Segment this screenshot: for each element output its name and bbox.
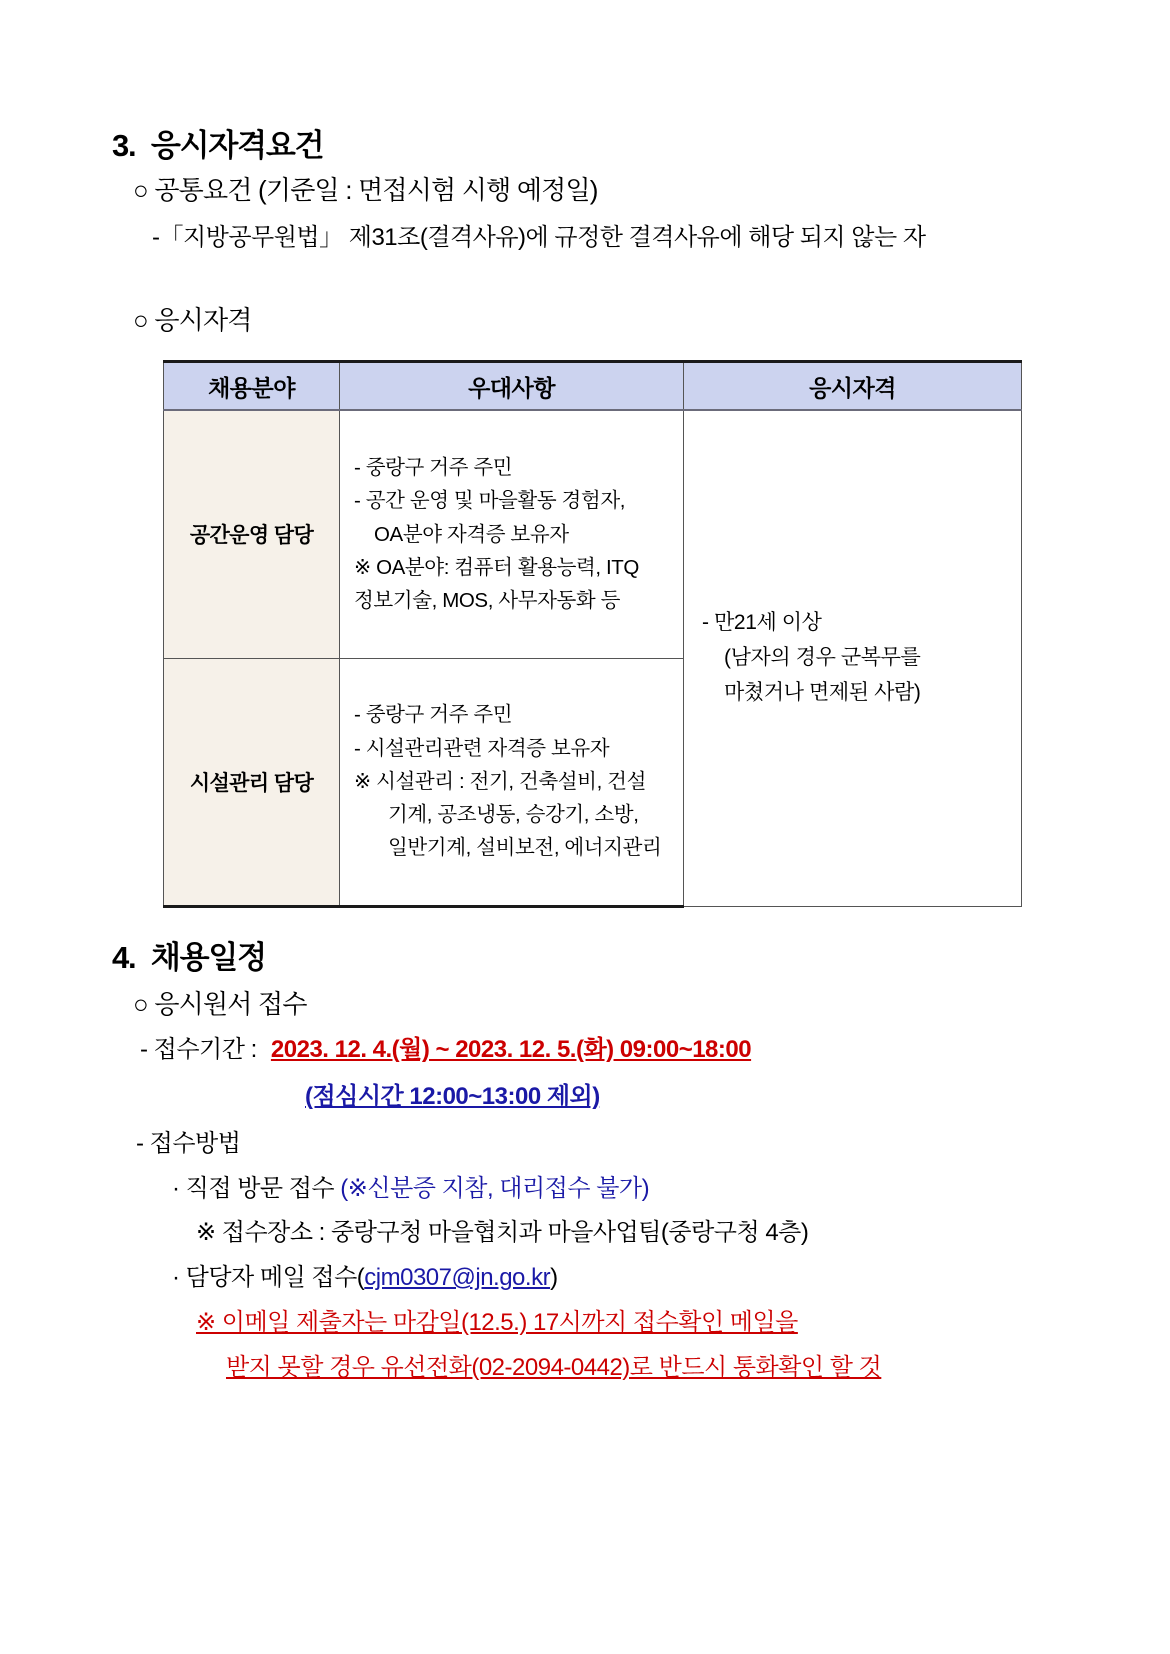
- receipt-method-visit-row: [172, 1173, 649, 1205]
- receipt-method-label: - 접수방법: [136, 1130, 241, 1157]
- pref-line: - 공간 운영 및 마을활동 경험자,: [354, 489, 626, 513]
- pref-line: ※ OA분야: 컴퓨터 활용능력, ITQ: [354, 555, 639, 579]
- table-row: [164, 410, 1022, 658]
- qual-line: 마쳤거나 면제된 사람): [724, 680, 921, 704]
- pref-line: ※ 시설관리 : 전기, 건축설비, 건설: [354, 769, 646, 793]
- receipt-method-visit-note: (※신분증 지참, 대리접수 불가): [340, 1175, 650, 1202]
- common-requirement-detail: -「지방공무원법」 제31조(결격사유)에 규정한 결격사유에 해당 되지 않는 자: [152, 224, 926, 251]
- qualification-label: ○ 응시자격: [133, 305, 252, 335]
- pref-line: OA분야 자격증 보유자: [374, 522, 569, 546]
- section-4-heading: [112, 939, 266, 976]
- receipt-method-mail-prefix: · 담당자 메일 접수(: [172, 1264, 365, 1291]
- receipt-place-note: ※ 접수장소 : 중랑구청 마을협치과 마을사업팀(중랑구청 4층): [196, 1219, 809, 1246]
- email-warning-line-1: ※ 이메일 제출자는 마감일(12.5.) 17시까지 접수확인 메일을: [196, 1309, 798, 1336]
- receipt-method-mail-suffix: ): [550, 1264, 558, 1291]
- receipt-period-label: - 접수기간 :: [140, 1036, 257, 1063]
- receipt-method-visit-text: · 직접 방문 접수: [172, 1175, 341, 1202]
- section-3-number: 3.: [112, 128, 136, 163]
- pref-line: 정보기술, MOS, 사무자동화 등: [354, 589, 621, 613]
- receipt-method-mail-row: [172, 1262, 558, 1294]
- table-header-qualification: 응시자격: [684, 362, 1022, 411]
- table-header-preference: 우대사항: [340, 362, 684, 411]
- pref-line: - 중랑구 거주 주민: [354, 456, 513, 480]
- pref-line: 일반기계, 설비보전, 에너지관리: [388, 836, 662, 860]
- table-cell-field-2: 시설관리 담당: [164, 658, 340, 906]
- receipt-period-row: [140, 1034, 751, 1066]
- qualification-table: [163, 360, 1022, 908]
- table-cell-preference-2: [340, 658, 684, 906]
- table-cell-field-1: 공간운영 담당: [164, 410, 340, 658]
- section-4-number: 4.: [112, 940, 136, 975]
- lunch-break-note: (점심시간 12:00~13:00 제외): [305, 1083, 600, 1110]
- table-header-row: [164, 362, 1022, 411]
- section-4-title: 채용일정: [150, 940, 266, 975]
- pref-line: - 시설관리관련 자격증 보유자: [354, 736, 610, 760]
- section-3-heading: [112, 127, 323, 164]
- email-link[interactable]: cjm0307@jn.go.kr: [364, 1264, 551, 1291]
- receipt-period-value: 2023. 12. 4.(월) ~ 2023. 12. 5.(화) 09:00~18:00: [270, 1036, 752, 1063]
- pref-line: 기계, 공조냉동, 승강기, 소방,: [388, 803, 639, 827]
- table-cell-qualification: [684, 410, 1022, 906]
- section-3-title: 응시자격요건: [150, 128, 324, 163]
- table-header-field: 채용분야: [164, 362, 340, 411]
- email-warning-line-2: 받지 못할 경우 유선전화(02-2094-0442)로 반드시 통화확인 할 것: [226, 1354, 882, 1381]
- qual-line: - 만21세 이상: [702, 611, 822, 635]
- application-receipt-label: ○ 응시원서 접수: [133, 989, 307, 1019]
- pref-line: - 중랑구 거주 주민: [354, 703, 513, 727]
- table-cell-preference-1: [340, 410, 684, 658]
- qual-line: (남자의 경우 군복무를: [724, 645, 921, 669]
- common-requirement-label: ○ 공통요건 (기준일 : 면접시험 시행 예정일): [133, 175, 598, 205]
